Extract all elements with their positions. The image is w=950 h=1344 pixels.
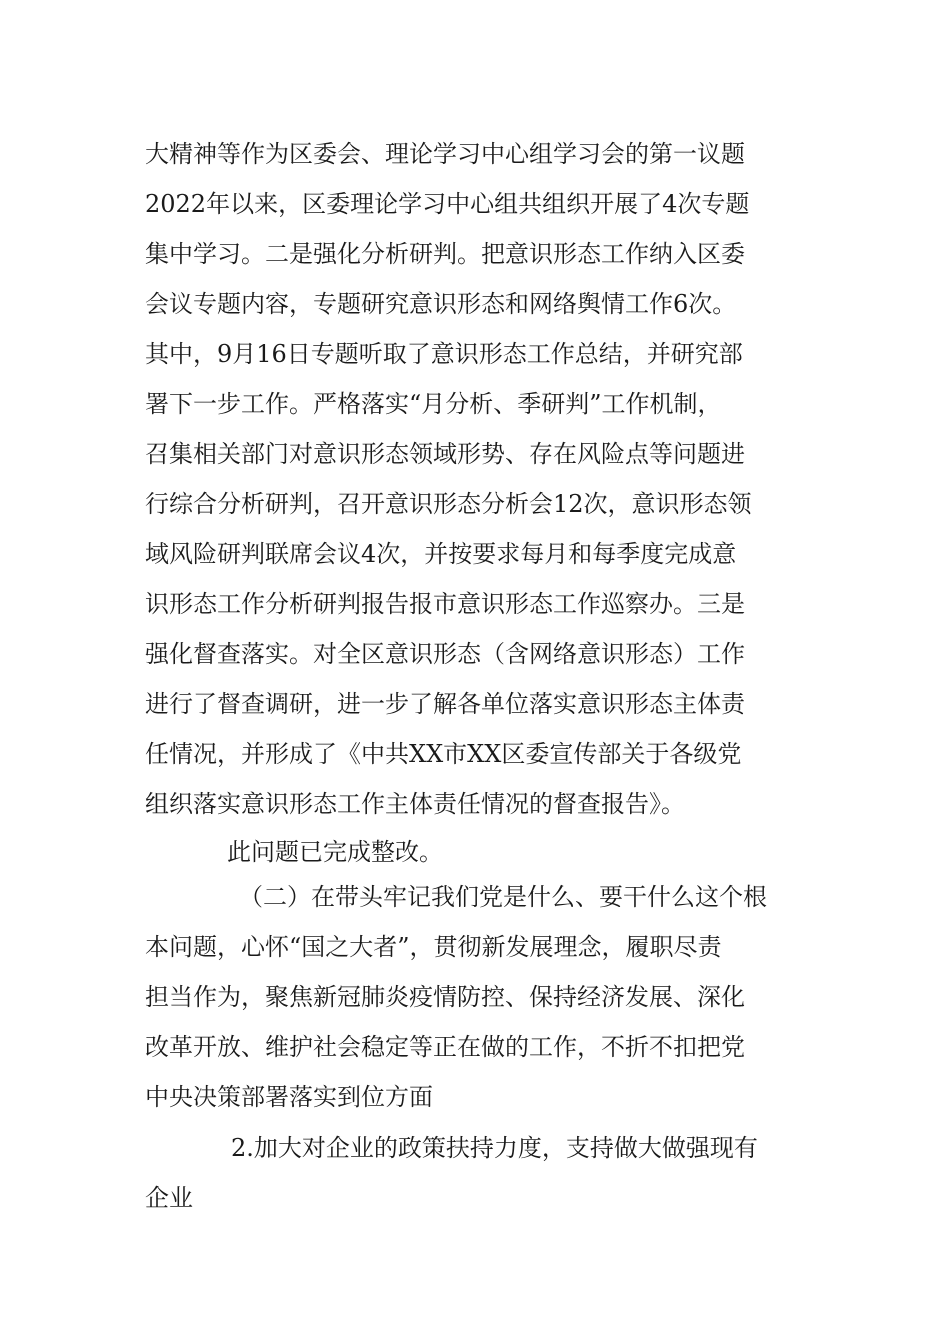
text-line: 识形态工作分析研判报告报市意识形态工作巡察办。三是 [145, 590, 745, 618]
paragraph-rectification-status [145, 827, 815, 877]
text-line: （二）在带头牢记我们党是什么、要干什么这个根 [239, 883, 767, 911]
text-line: 集中学习。二是强化分析研判。把意识形态工作纳入区委 [145, 240, 745, 268]
text-line: 担当作为，聚焦新冠肺炎疫情防控、保持经济发展、深化 [145, 983, 745, 1011]
paragraph-item-two [145, 1123, 815, 1223]
text-line: 组织落实意识形态工作主体责任情况的督查报告》。 [145, 790, 685, 818]
text-line: 召集相关部门对意识形态领域形势、存在风险点等问题进 [145, 440, 745, 468]
text-line: 2.加大对企业的政策扶持力度，支持做大做强现有 [231, 1134, 758, 1162]
text-line: 此问题已完成整改。 [227, 838, 443, 866]
text-line: 域风险研判联席会议4次，并按要求每月和每季度完成意 [145, 540, 737, 568]
text-line: 会议专题内容，专题研究意识形态和网络舆情工作6次。 [145, 290, 737, 318]
paragraph-section-two-heading [145, 872, 815, 1122]
text-line: 任情况，并形成了《中共XX市XX区委宣传部关于各级党 [145, 740, 742, 768]
text-line: 中央决策部署落实到位方面 [145, 1083, 433, 1111]
text-line: 署下一步工作。严格落实“月分析、季研判”工作机制， [145, 390, 722, 418]
text-line: 2022年以来，区委理论学习中心组共组织开展了4次专题 [145, 190, 750, 218]
text-line: 改革开放、维护社会稳定等正在做的工作，不折不扣把党 [145, 1033, 745, 1061]
text-line: 强化督查落实。对全区意识形态（含网络意识形态）工作 [145, 640, 745, 668]
text-line: 行综合分析研判，召开意识形态分析会12次，意识形态领 [145, 490, 752, 518]
text-line: 其中，9月16日专题听取了意识形态工作总结，并研究部 [145, 340, 743, 368]
text-line: 进行了督查调研，进一步了解各单位落实意识形态主体责 [145, 690, 745, 718]
text-line: 大精神等作为区委会、理论学习中心组学习会的第一议题 [145, 140, 745, 168]
text-line: 本问题，心怀“国之大者”，贯彻新发展理念，履职尽责 [145, 933, 722, 961]
paragraph-ideology-work [145, 129, 815, 829]
text-line: 企业 [145, 1184, 193, 1212]
